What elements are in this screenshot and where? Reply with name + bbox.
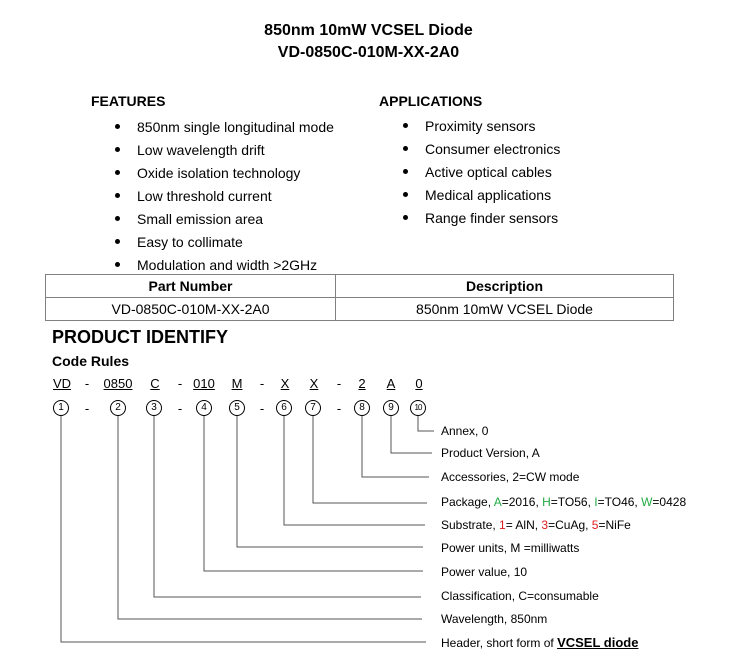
cell-description: 850nm 10mW VCSEL Diode xyxy=(336,298,674,321)
code-segment-9: A xyxy=(386,376,396,391)
application-item: Medical applications xyxy=(425,186,560,209)
application-item: Active optical cables xyxy=(425,163,560,186)
feature-item: Easy to collimate xyxy=(137,233,334,256)
col-header-part-number: Part Number xyxy=(46,275,336,298)
feature-item: Low wavelength drift xyxy=(137,141,334,164)
circled-number-2: 2 xyxy=(110,400,126,416)
connector-6 xyxy=(284,416,425,525)
connector-7 xyxy=(313,416,427,503)
circle-separator: - xyxy=(84,401,90,416)
code-separator: - xyxy=(84,376,90,391)
circled-number-10: 10 xyxy=(410,400,426,416)
code-separator: - xyxy=(177,376,183,391)
code-segment-4: 010 xyxy=(193,376,215,391)
application-item: Consumer electronics xyxy=(425,140,560,163)
desc-wavelength: Wavelength, 850nm xyxy=(441,612,548,626)
code-segment-8: 2 xyxy=(358,376,366,391)
connector-9 xyxy=(391,416,432,453)
cell-part-number: VD-0850C-010M-XX-2A0 xyxy=(46,298,336,321)
circled-number-8: 8 xyxy=(354,400,370,416)
substrate-key-5: 5 xyxy=(591,518,599,532)
circled-number-4: 4 xyxy=(196,400,212,416)
package-key-w: W xyxy=(641,495,653,509)
code-segment-7: X xyxy=(309,376,319,391)
circle-separator: - xyxy=(336,401,342,416)
connector-5 xyxy=(237,416,423,547)
desc-power-units: Power units, M =milliwatts xyxy=(441,541,580,555)
feature-item: 850nm single longitudinal mode xyxy=(137,118,334,141)
application-item: Proximity sensors xyxy=(425,117,560,140)
circled-number-1: 1 xyxy=(53,400,69,416)
connector-1 xyxy=(61,416,426,642)
code-separator: - xyxy=(259,376,265,391)
package-key-h: H xyxy=(542,495,551,509)
desc-classification: Classification, C=consumable xyxy=(441,589,599,603)
circled-number-3: 3 xyxy=(146,400,162,416)
circle-separator: - xyxy=(177,401,183,416)
circled-number-7: 7 xyxy=(305,400,321,416)
feature-item: Low threshold current xyxy=(137,187,334,210)
col-header-description: Description xyxy=(336,275,674,298)
feature-item: Oxide isolation technology xyxy=(137,164,334,187)
code-segment-3: C xyxy=(150,376,160,391)
desc-package: Package, A=2016, H=TO56, I=TO46, W=0428 xyxy=(441,495,687,509)
desc-product-version: Product Version, A xyxy=(441,446,540,460)
circled-number-6: 6 xyxy=(276,400,292,416)
application-item: Range finder sensors xyxy=(425,209,560,232)
substrate-key-3: 3 xyxy=(541,518,549,532)
desc-substrate: Substrate, 1= AlN, 3=CuAg, 5=NiFe xyxy=(441,518,631,532)
connector-3 xyxy=(154,416,421,597)
connector-8 xyxy=(362,416,429,477)
circle-separator: - xyxy=(259,401,265,416)
desc-annex: Annex, 0 xyxy=(441,424,489,438)
code-segment-6: X xyxy=(280,376,290,391)
vcsel-diode-emphasis: VCSEL diode xyxy=(557,635,639,650)
applications-heading: APPLICATIONS xyxy=(379,93,483,109)
circled-number-5: 5 xyxy=(229,400,245,416)
feature-item: Small emission area xyxy=(137,210,334,233)
desc-power-value: Power value, 10 xyxy=(441,565,528,579)
code-rules-heading: Code Rules xyxy=(52,353,130,369)
feature-item: Modulation and width >2GHz xyxy=(137,256,334,277)
code-segment-5: M xyxy=(231,376,243,391)
product-identify-heading: PRODUCT IDENTIFY xyxy=(52,327,229,347)
code-segment-1: VD xyxy=(52,376,72,391)
connector-2 xyxy=(118,416,422,619)
code-segment-10: 0 xyxy=(415,376,423,391)
desc-accessories: Accessories, 2=CW mode xyxy=(441,470,580,484)
connector-10 xyxy=(418,416,434,431)
doc-title-line1: 850nm 10mW VCSEL Diode xyxy=(264,22,473,39)
package-key-a: A xyxy=(493,495,502,509)
code-separator: - xyxy=(336,376,342,391)
desc-header: Header, short form of VCSEL diode xyxy=(441,635,639,650)
package-key-i: I xyxy=(594,495,598,509)
features-heading: FEATURES xyxy=(91,93,166,109)
circled-number-9: 9 xyxy=(383,400,399,416)
substrate-key-1: 1 xyxy=(499,518,506,532)
code-segment-2: 0850 xyxy=(103,376,133,391)
doc-title-line2: VD-0850C-010M-XX-2A0 xyxy=(277,44,460,61)
